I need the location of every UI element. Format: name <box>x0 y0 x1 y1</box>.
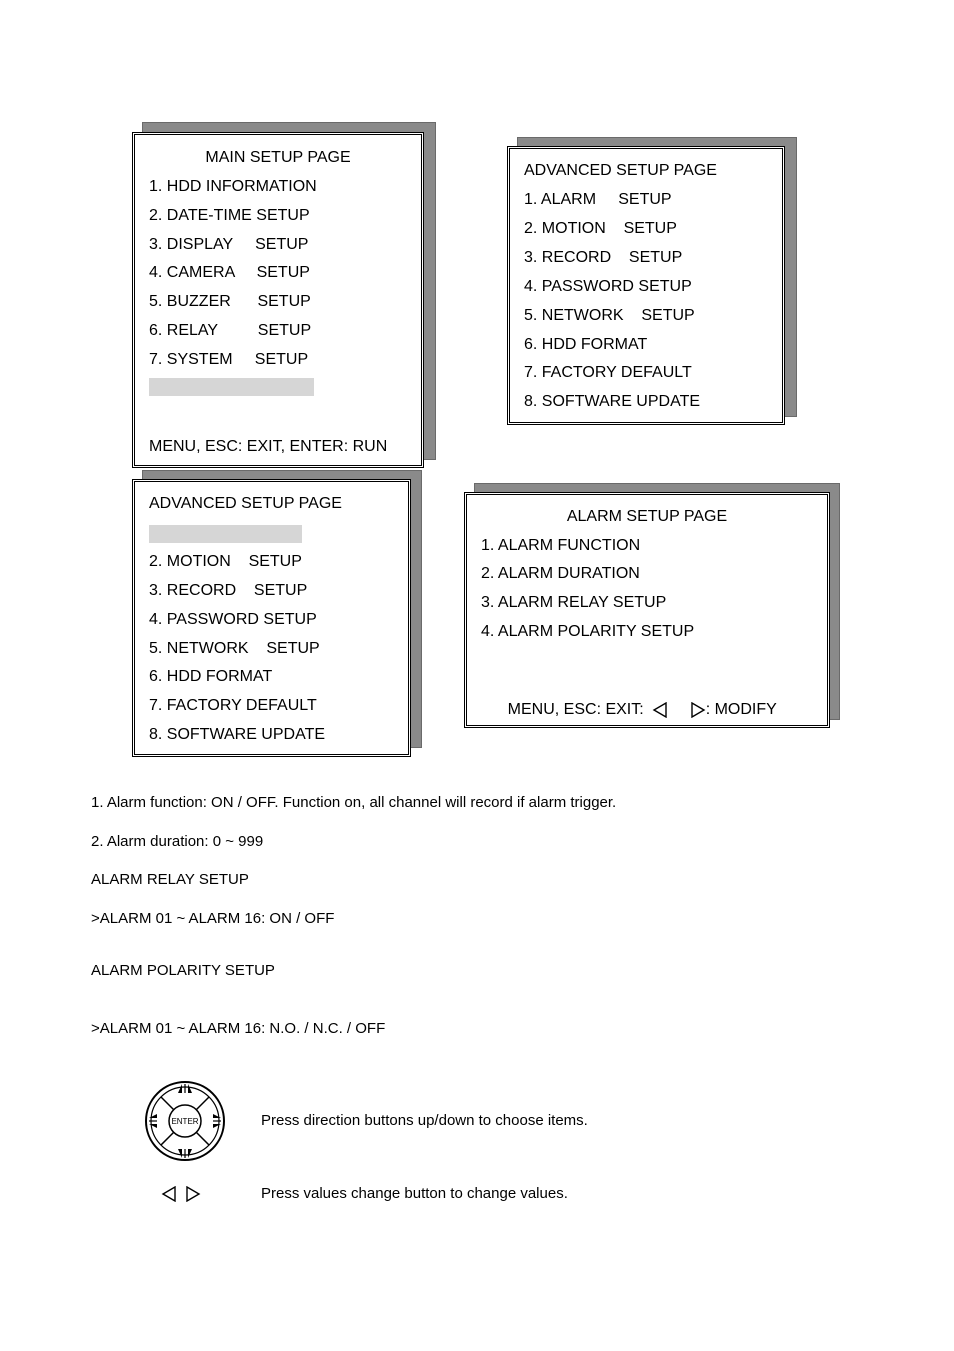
main-setup-panel <box>132 122 435 469</box>
menu-item-alarm-polarity-setup[interactable]: 4. ALARM POLARITY SETUP <box>481 623 695 640</box>
note-alarm-polarity-heading: ALARM POLARITY SETUP <box>91 962 275 979</box>
note-alarm-relay-heading: ALARM RELAY SETUP <box>91 871 249 888</box>
menu-item-hdd-information[interactable]: 1. HDD INFORMATION <box>149 178 317 195</box>
main-setup-title: MAIN SETUP PAGE <box>205 149 351 166</box>
menu-item-buzzer-setup[interactable]: 5. BUZZER SETUP <box>149 293 311 310</box>
menu-item-software-update[interactable]: 8. SOFTWARE UPDATE <box>149 726 326 743</box>
direction-pad-icon <box>144 1079 226 1163</box>
menu-item-network-setup[interactable]: 5. NETWORK SETUP <box>149 640 320 657</box>
advanced-setup-panel-a <box>507 137 796 426</box>
menu-item-relay-setup[interactable]: 6. RELAY SETUP <box>149 322 312 339</box>
menu-item-record-setup[interactable]: 3. RECORD SETUP <box>524 249 683 266</box>
menu-item-hdd-format[interactable]: 6. HDD FORMAT <box>524 336 648 353</box>
alarm-setup-footer <box>481 680 777 740</box>
menu-item-factory-default[interactable]: 7. FACTORY DEFAULT <box>524 364 692 381</box>
note-alarm-relay-range: >ALARM 01 ~ ALARM 16: ON / OFF <box>91 910 335 927</box>
menu-item-alarm-setup[interactable]: 1. ALARM SETUP <box>524 191 672 208</box>
note-alarm-duration: 2. Alarm duration: 0 ~ 999 <box>91 833 264 850</box>
menu-item-hdd-format[interactable]: 6. HDD FORMAT <box>149 668 273 685</box>
advanced-setup-title: ADVANCED SETUP PAGE <box>524 162 717 179</box>
menu-item-camera-setup[interactable]: 4. CAMERA SETUP <box>149 264 310 281</box>
alarm-setup-title: ALARM SETUP PAGE <box>566 508 728 525</box>
menu-item-motion-setup[interactable]: 2. MOTION SETUP <box>149 553 302 570</box>
menu-item-software-update[interactable]: 8. SOFTWARE UPDATE <box>524 393 701 410</box>
right-triangle-icon <box>185 1186 201 1202</box>
menu-item-password-setup[interactable]: 4. PASSWORD SETUP <box>149 611 317 628</box>
menu-item-factory-default[interactable]: 7. FACTORY DEFAULT <box>149 697 317 714</box>
menu-item-network-setup[interactable]: 5. NETWORK SETUP <box>524 307 695 324</box>
selection-highlight <box>149 525 302 543</box>
menu-item-alarm-function[interactable]: 1. ALARM FUNCTION <box>481 537 641 554</box>
menu-item-record-setup[interactable]: 3. RECORD SETUP <box>149 582 308 599</box>
menu-item-date-time-setup[interactable]: 2. DATE-TIME SETUP <box>149 207 310 224</box>
enter-label: ENTER <box>171 1117 199 1126</box>
alarm-footer-exit-label: MENU, ESC: EXIT: <box>507 701 644 718</box>
menu-item-password-setup[interactable]: 4. PASSWORD SETUP <box>524 278 692 295</box>
direction-buttons-text: Press direction buttons up/down to choose items. <box>261 1112 588 1129</box>
note-alarm-function: 1. Alarm function: ON / OFF. Function on, all channel will record if alarm trigger. <box>91 794 617 811</box>
alarm-setup-panel <box>464 483 839 729</box>
advanced-setup-panel-b <box>132 470 422 758</box>
selection-highlight <box>149 378 314 396</box>
note-alarm-polarity-range: >ALARM 01 ~ ALARM 16: N.O. / N.C. / OFF <box>91 1020 386 1037</box>
menu-item-alarm-duration[interactable]: 2. ALARM DURATION <box>481 565 640 582</box>
main-setup-footer: MENU, ESC: EXIT, ENTER: RUN <box>149 438 388 455</box>
advanced-setup-title: ADVANCED SETUP PAGE <box>149 495 342 512</box>
left-triangle-icon <box>161 1186 177 1202</box>
menu-item-alarm-relay-setup[interactable]: 3. ALARM RELAY SETUP <box>481 594 667 611</box>
menu-item-system-setup[interactable]: 7. SYSTEM SETUP <box>149 351 309 368</box>
left-triangle-icon <box>652 702 668 718</box>
menu-item-motion-setup[interactable]: 2. MOTION SETUP <box>524 220 677 237</box>
value-change-text: Press values change button to change values. <box>261 1185 568 1202</box>
menu-item-display-setup[interactable]: 3. DISPLAY SETUP <box>149 236 309 253</box>
right-triangle-icon <box>690 702 706 718</box>
value-change-icons <box>161 1186 211 1204</box>
alarm-footer-modify-label: : MODIFY <box>705 701 777 718</box>
